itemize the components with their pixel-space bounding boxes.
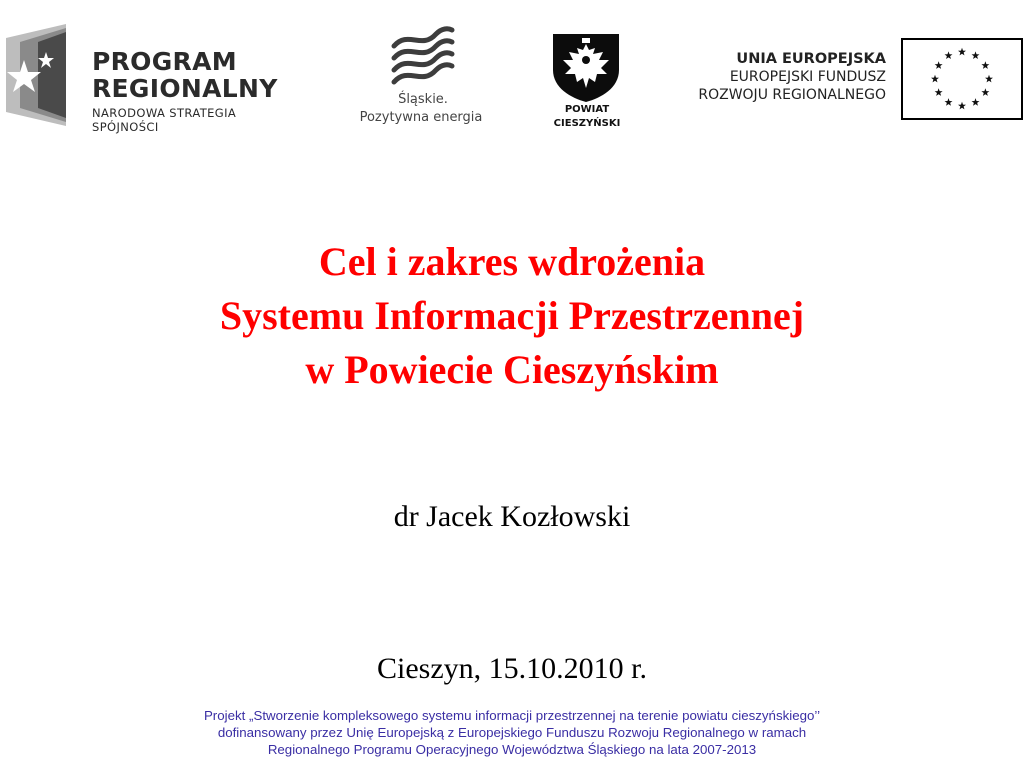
eu-star-icon bbox=[958, 48, 966, 56]
place-date: Cieszyn, 15.10.2010 r. bbox=[377, 652, 647, 685]
eu-star-icon bbox=[945, 98, 953, 106]
fund-label: EUROPEJSKI FUNDUSZ bbox=[729, 69, 886, 85]
eu-stars-icon bbox=[903, 40, 1021, 118]
eu-star-icon bbox=[935, 88, 943, 96]
eu-flag bbox=[901, 38, 1023, 120]
eagle-shield-icon bbox=[549, 30, 623, 104]
eu-star-icon bbox=[972, 98, 980, 106]
program-label: PROGRAM bbox=[92, 47, 237, 76]
eu-star-icon bbox=[958, 102, 966, 110]
strategy-label: NARODOWA STRATEGIA SPÓJNOŚCI bbox=[92, 106, 237, 134]
unia-label: UNIA EUROPEJSKA bbox=[736, 51, 886, 67]
slaskie-name: Śląskie. bbox=[398, 92, 448, 107]
eu-star-icon bbox=[935, 61, 943, 69]
program-regionalny-text bbox=[92, 48, 278, 134]
development-label: ROZWOJU REGIONALNEGO bbox=[698, 87, 886, 103]
author: dr Jacek Kozłowski bbox=[393, 500, 631, 533]
footer-line-2: dofinansowany przez Unię Europejską z Europejskiego Funduszu Rozwoju Regionalnego w ramach bbox=[217, 725, 807, 740]
eu-star-icon bbox=[985, 75, 993, 83]
title-line-2: Systemu Informacji Przestrzennej bbox=[219, 293, 805, 338]
unia-europejska-text bbox=[698, 50, 886, 104]
powiat-label: POWIAT bbox=[564, 104, 610, 115]
eu-star-icon bbox=[945, 51, 953, 59]
footer-line-3: Regionalnego Programu Operacyjnego Województwa Śląskiego na lata 2007-2013 bbox=[267, 742, 757, 757]
star-flag-icon bbox=[4, 22, 68, 128]
eu-star-icon bbox=[931, 75, 939, 83]
title-line-1: Cel i zakres wdrożenia bbox=[318, 239, 706, 284]
cieszynski-label: CIESZYŃSKI bbox=[553, 118, 621, 129]
title-line-3: w Powiecie Cieszyńskim bbox=[305, 347, 719, 392]
eu-star-icon bbox=[981, 88, 989, 96]
eu-star-icon bbox=[981, 61, 989, 69]
slide-title bbox=[0, 235, 1024, 397]
eu-star-icon bbox=[972, 51, 980, 59]
regionalny-label: REGIONALNY bbox=[92, 74, 278, 103]
project-footer bbox=[0, 707, 1024, 758]
footer-line-1: Projekt „Stworzenie kompleksowego systemu informacji przestrzennej na terenie powiatu cieszyńskiego’’ bbox=[203, 708, 821, 723]
slaskie-tagline: Pozytywna energia bbox=[359, 110, 483, 125]
waves-icon bbox=[388, 24, 458, 90]
